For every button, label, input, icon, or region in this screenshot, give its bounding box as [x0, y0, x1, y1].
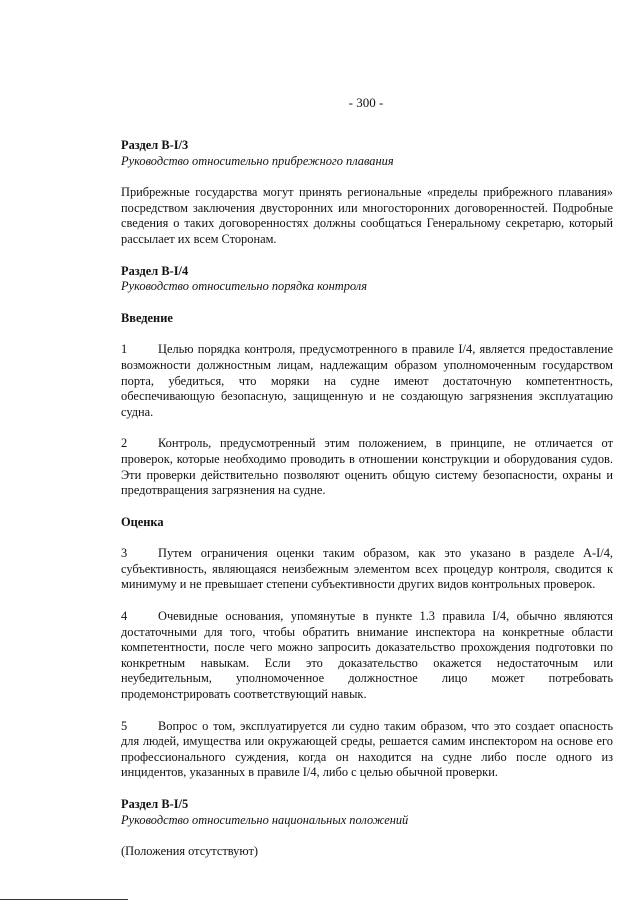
subheading-assessment: Оценка [121, 514, 164, 529]
paragraph-text: Вопрос о том, эксплуатируется ли судно таким образом, что это создает опасность для людей, имущества или окружающей среды, решается самим инспектором на основе его профессионального суждения, когда он находится на судне либо после одного из инцидентов, указанных в правиле I/4, либо с целью обычной проверки. [121, 718, 613, 780]
paragraph-number: 1 [121, 342, 128, 357]
paragraph-text: Контроль, предусмотренный этим положением, в принципе, не отличается от проверок, которые необходимо проводить в отношении конструкции и оборудования судов. Эти проверки действительно позволяют оценить общую систему безопасности, охраны и предотвращения загрязнения на судне. [121, 436, 613, 498]
section-subtitle: Руководство относительно порядка контроля [121, 279, 367, 294]
paragraph-number: 5 [121, 718, 128, 733]
section-b-i-4 [121, 264, 613, 781]
paragraph-text: Путем ограничения оценки таким образом, как это указано в разделе A-I/4, субъективность, являющаяся неизбежным элементом всех процедур контроля, сводится к минимуму и не превышает степени субъективности других видов контрольных проверок. [121, 546, 613, 592]
section-b-i-3 [121, 138, 613, 248]
paragraph-number: 2 [121, 436, 128, 451]
numbered-paragraph [121, 436, 613, 498]
numbered-paragraph [121, 609, 613, 703]
numbered-paragraph [121, 342, 613, 420]
document-body [121, 138, 613, 874]
section-title: Раздел B-I/5 [121, 797, 189, 811]
page-number: - 300 - [348, 95, 384, 110]
section-subtitle: Руководство относительно национальных положений [121, 812, 409, 827]
paragraph-number: 4 [121, 609, 128, 624]
numbered-paragraph [121, 546, 613, 593]
section-paragraph: Прибрежные государства могут принять региональные «пределы прибрежного плавания» посредством заключения двусторонних или многосторонних договоренностей. Подробные сведения о таких договоренностях должны сообщаться Генеральному секретарю, который рассылает их всем Сторонам. [121, 185, 613, 246]
section-b-i-5 [121, 797, 613, 860]
numbered-paragraph [121, 719, 613, 781]
section-subtitle: Руководство относительно прибрежного плавания [121, 153, 394, 168]
section-title: Раздел B-I/3 [121, 138, 189, 152]
paragraph-number: 3 [121, 546, 128, 561]
paragraph-text: Целью порядка контроля, предусмотренного в правиле I/4, является предоставление возможности должностным лицам, надлежащим образом уполномоченным государством порта, убедиться, что моряки на судне имеют достаточную компетентность, обеспечивающую безопасную, защищенную и не создающую загрязнения эксплуатацию судна. [121, 342, 613, 419]
section-paragraph: (Положения отсутствуют) [121, 844, 258, 859]
section-title: Раздел B-I/4 [121, 263, 189, 278]
subheading-introduction: Введение [121, 310, 173, 325]
footnote-divider [0, 899, 128, 900]
paragraph-text: Очевидные основания, упомянутые в пункте 1.3 правила I/4, обычно являются достаточными для того, чтобы обратить внимание инспектора на конкретные области компетентности, после чего можно запросить доказательство прохождения подготовки по конкретным навыкам. Если это доказательство окажется недостаточным или неубедительным, уполномоченное должностное лицо может потребовать продемонстрировать соответствующий навык. [121, 609, 613, 702]
